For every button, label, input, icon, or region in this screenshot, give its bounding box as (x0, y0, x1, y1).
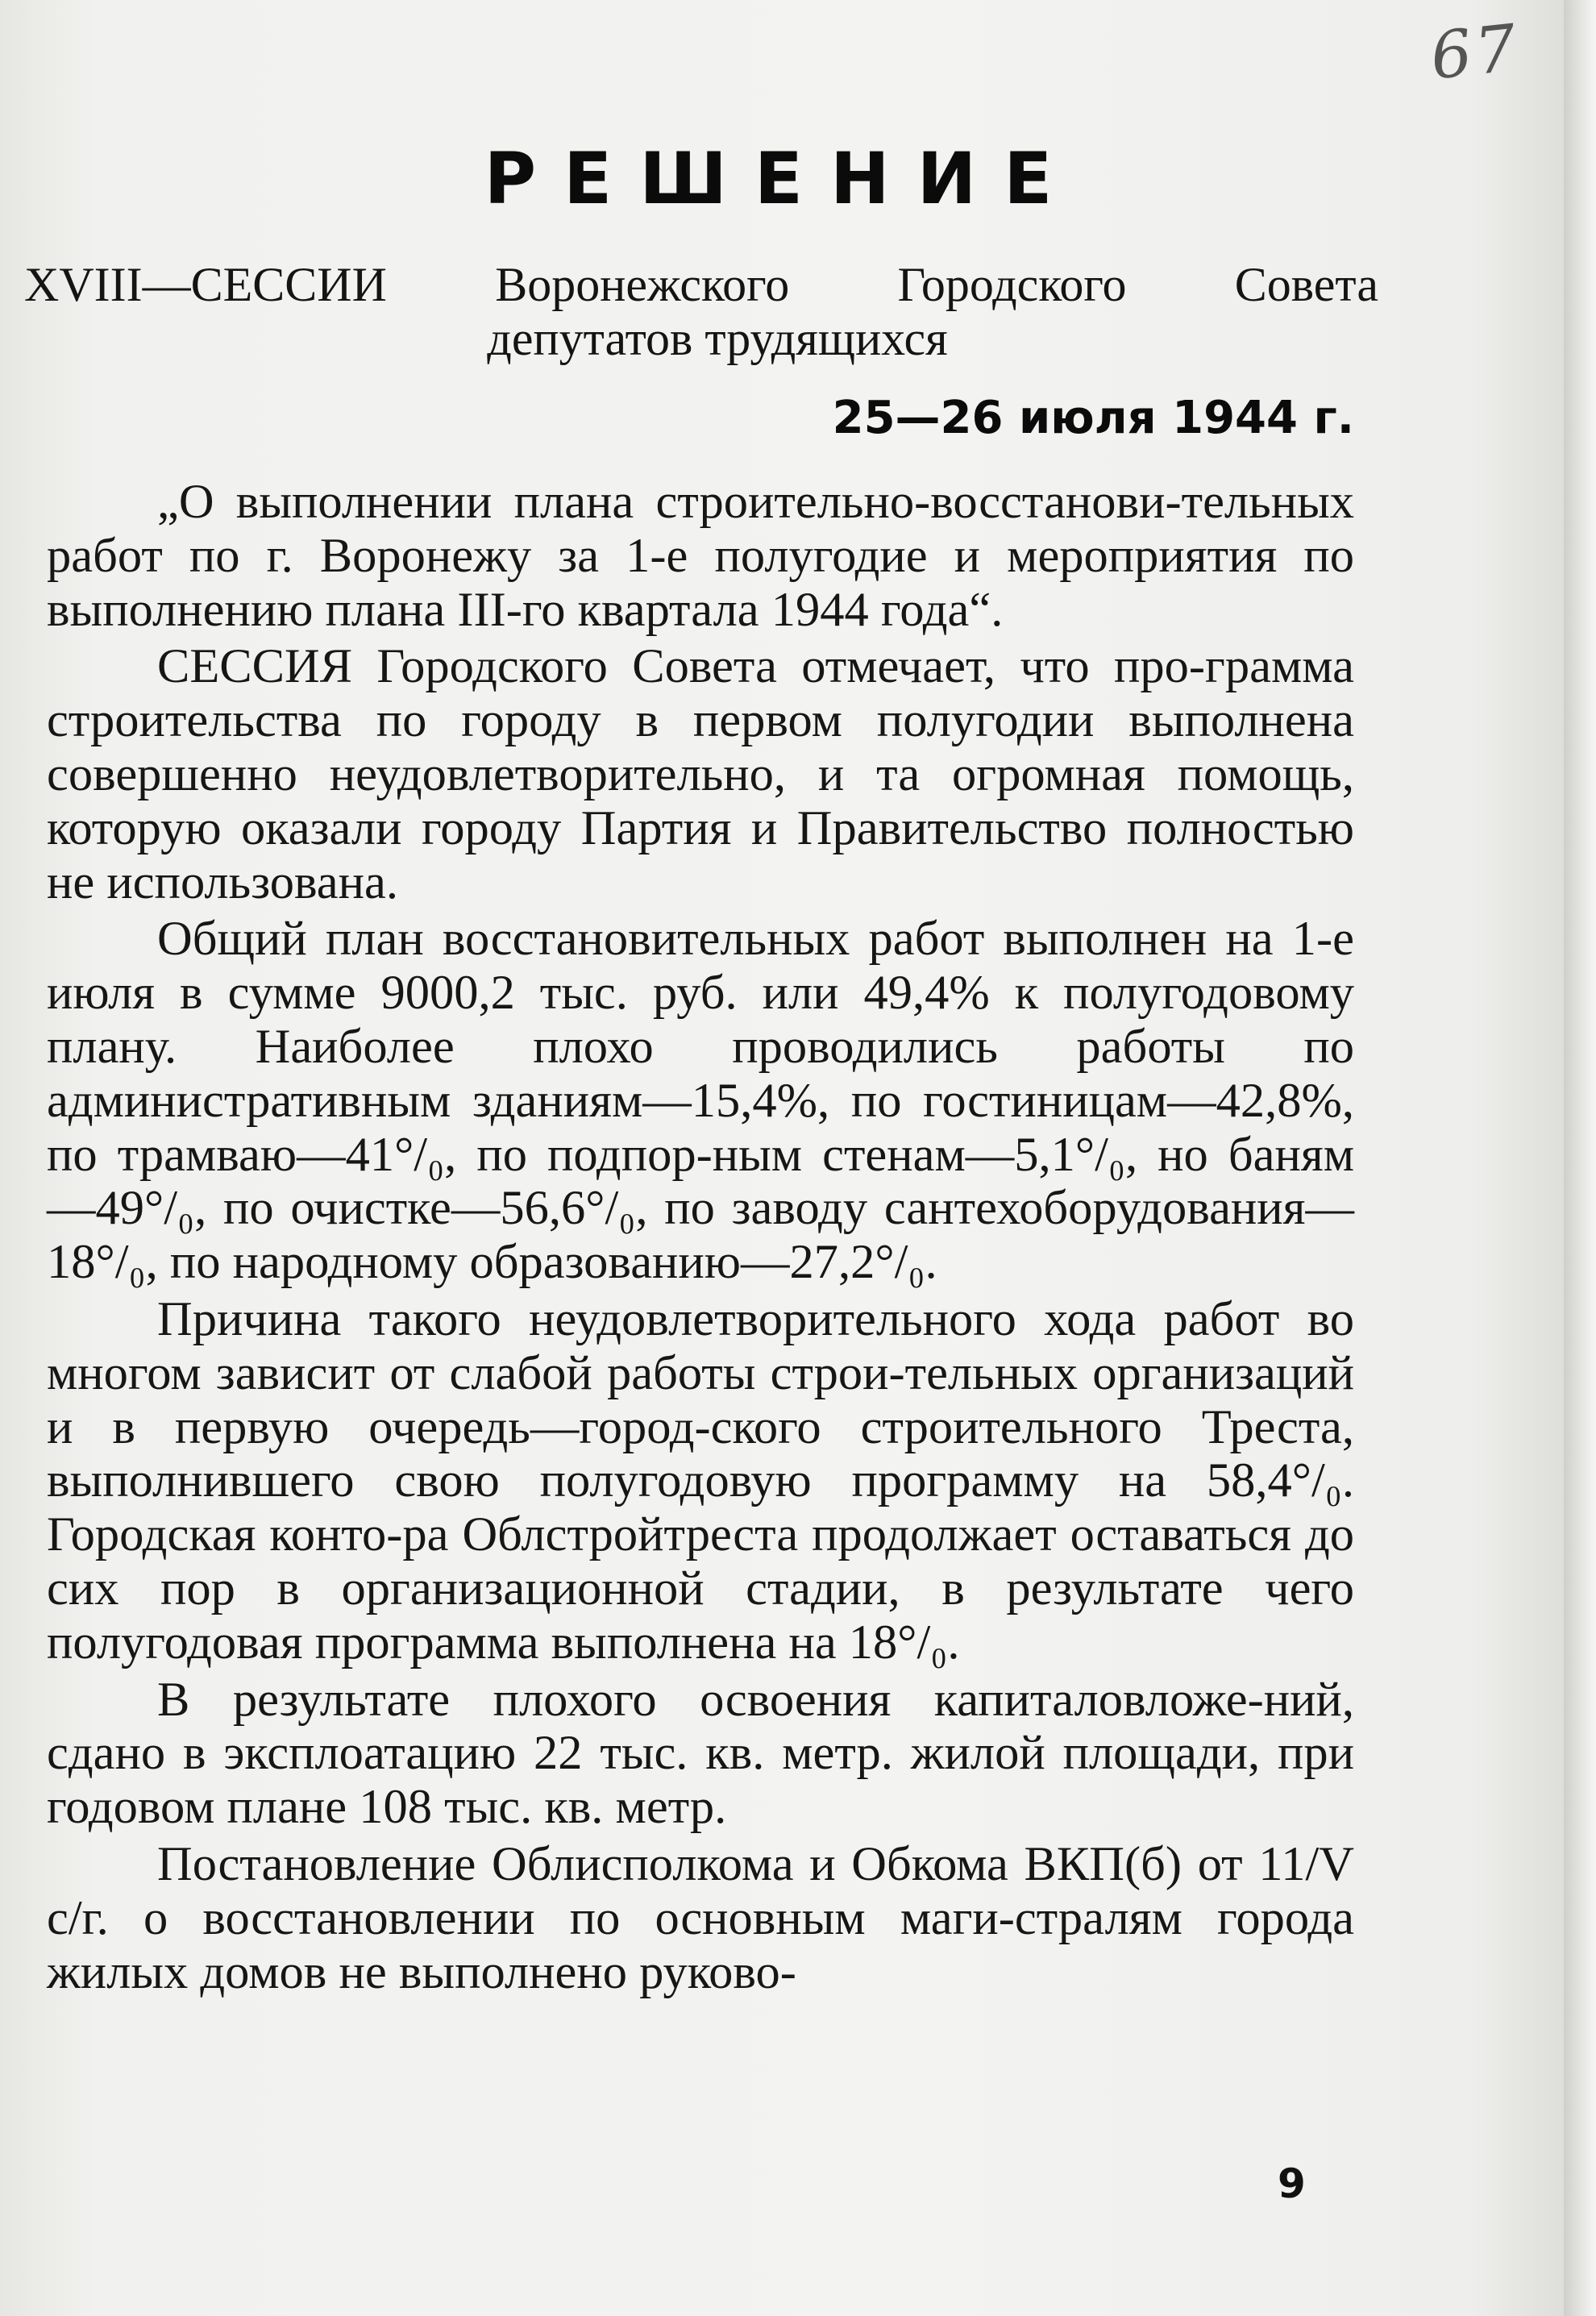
archive-page-mark: 67 (1427, 10, 1523, 94)
agenda-paragraph: „О выполнении плана строительно-восстанови-тельных работ по г. Воронежу за 1-е полугодие и мероприятия по выполнению плана III-го квартала 1944 года“. (47, 475, 1354, 637)
page-edge (1564, 0, 1596, 2316)
body-paragraph: Постановление Облисполкома и Обкома ВКП(б) от 11/V с/г. о восстановлении по основным маги-стралям города жилых домов не выполнено руково- (47, 1836, 1354, 1999)
session-date: 25—26 июля 1944 г. (832, 392, 1354, 444)
body-paragraph: СЕССИЯ Городского Совета отмечает, что про-грамма строительства по городу в первом полугодии выполнена совершенно неудовлетворительно, и та огромная помощь, которую оказали городу Партия и Правительство полностью не использована. (47, 639, 1354, 909)
page-number: 9 (1278, 2160, 1306, 2207)
body-paragraph: В результате плохого освоения капиталовложе-ний, сдано в эксплоатацию 22 тыс. кв. метр. жилой площади, при годовом плане 108 тыс. кв. метр. (47, 1672, 1354, 1835)
session-header-subline: депутатов трудящихся (487, 312, 948, 365)
body-paragraph: Причина такого неудовлетворительного хода работ во многом зависит от слабой работы строи-тельных организаций и в первую очередь—город-ского строительного Треста, выполнившего свою полугодовую программу на 58,4°/₀. Городская конто-ра Облстройтреста продолжает оставаться до сих пор в организационной стадии, в результате чего полугодовая программа выполнена на 18°/₀. (47, 1291, 1354, 1669)
body-paragraph: Общий план восстановительных работ выполнен на 1-е июля в сумме 9000,2 тыс. руб. или 49,4% к полугодовому плану. Наиболее плохо проводились работы по административным зданиям—15,4%, по гостиницам—42,8%, по трамваю—41°/₀, по подпор-ным стенам—5,1°/₀, но баням—49°/₀, по очистке—56,6°/₀, по заводу сантехоборудования—18°/₀, по народному образованию—27,2°/₀. (47, 912, 1354, 1290)
decision-body (47, 476, 1354, 2002)
session-header-line: XVIII—СЕССИИ Воронежского Городского Совета (24, 258, 1378, 311)
document-title: РЕШЕНИЕ (484, 137, 1080, 220)
